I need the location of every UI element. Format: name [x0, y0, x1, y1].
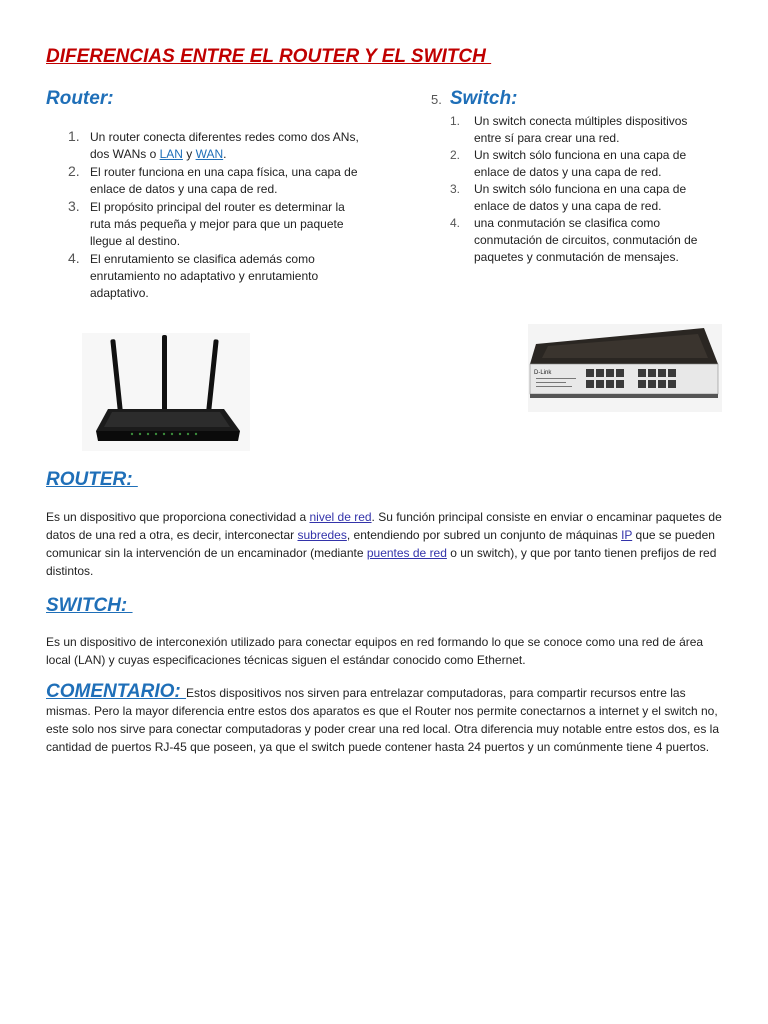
puentes-de-red-link[interactable]: puentes de red	[366, 546, 447, 560]
para-text: que se pueden comunicar sin la intervención de un encaminador (mediante	[46, 528, 715, 560]
comment-text: Estos dispositivos nos sirven para entrelazar computadoras, para compartir recursos entre las mismas. Pero la mayor diferencia entre estos dos aparatos es que el Router nos permite conectarnos a internet y el switch no, este solo nos sirve para conectar computadoras y poder crear una red local. Otra diferencia muy notable entre estos dos, es la cantidad de puertos RJ-45 que poseen, ya que el switch puede contener hasta 24 puertos y un comúnmente tiene 4 puertos.	[46, 686, 720, 754]
switch-def-paragraph: Es un dispositivo de interconexión utilizado para conectar equipos en red formando lo que se conoce como una red de área local (LAN) y cuyas especificaciones técnicas siguen el estándar conocido como Ethernet.	[46, 635, 704, 667]
list-number: 4.	[450, 216, 461, 230]
switch-brand-label: D-Link	[534, 370, 552, 376]
list-text: Un switch conecta múltiples dispositivos entre sí para crear una red.	[474, 114, 688, 145]
network-switch-icon	[528, 324, 722, 412]
list-text: El router funciona en una capa física, una capa de enlace de datos y una capa de red.	[90, 165, 358, 196]
router-list-item	[68, 163, 362, 198]
list-text: El propósito principal del router es determinar la ruta más pequeña y mejor para que un paquete llegue al destino.	[90, 200, 345, 248]
list-text: .	[223, 147, 227, 161]
list-number: 3.	[450, 182, 461, 196]
router-image	[82, 333, 250, 451]
router-def-paragraph	[46, 508, 722, 580]
list-number: 2.	[68, 163, 80, 179]
list-number: 3.	[68, 198, 80, 214]
switch-image	[528, 324, 722, 412]
switch-list-item	[450, 147, 714, 181]
para-text: , entendiendo por subred un conjunto de máquinas	[346, 528, 622, 542]
router-heading: Router:	[46, 88, 114, 109]
para-text: . Su función principal consiste en enviar o encaminar paquetes de datos de una red a otra, es decir, interconectar	[46, 510, 722, 542]
page-title: DIFERENCIAS ENTRE EL ROUTER Y EL SWITCH	[46, 46, 492, 67]
router-list	[68, 128, 362, 302]
switch-list-item	[450, 113, 714, 147]
router-list-item	[68, 198, 362, 250]
ip-link[interactable]: IP	[621, 528, 633, 542]
list-text: Un switch sólo funciona en una capa de enlace de datos y una capa de red.	[474, 148, 687, 179]
list-number: 2.	[450, 148, 461, 162]
list-text: El enrutamiento se clasifica además como enrutamiento no adaptativo y enrutamiento adaptativo.	[90, 252, 319, 300]
switch-def-heading: SWITCH:	[46, 595, 133, 616]
wan-link[interactable]: WAN	[195, 147, 224, 161]
switch-heading: Switch:	[449, 88, 518, 109]
router-def-heading: ROUTER:	[46, 469, 138, 490]
para-text: Es un dispositivo que proporciona conectividad a	[46, 510, 310, 524]
comment-heading: COMENTARIO:	[46, 681, 187, 702]
subredes-link[interactable]: subredes	[297, 528, 347, 542]
nivel-de-red-link[interactable]: nivel de red	[309, 510, 372, 524]
switch-heading-wrap	[431, 88, 517, 110]
switch-list-item	[450, 215, 714, 266]
list-number: 1.	[68, 128, 80, 144]
list-text: Un switch sólo funciona en una capa de enlace de datos y una capa de red.	[474, 182, 687, 213]
list-number: 4.	[68, 250, 80, 266]
router-list-item	[68, 250, 362, 302]
switch-heading-number: 5.	[431, 92, 442, 107]
list-text: una conmutación se clasifica como conmutación de circuitos, conmutación de paquetes y conmutación de mensajes.	[474, 216, 698, 264]
para-text: o un switch), y que por tanto tienen prefijos de red distintos.	[46, 546, 717, 578]
list-text: Un router conecta diferentes redes como dos ANs, dos WANs o	[90, 130, 359, 161]
router-list-item	[68, 128, 362, 163]
switch-list	[450, 113, 714, 266]
switch-list-item	[450, 181, 714, 215]
router-icon	[82, 333, 250, 451]
comment-paragraph	[46, 683, 722, 756]
lan-link[interactable]: LAN	[159, 147, 183, 161]
list-number: 1.	[450, 114, 461, 128]
list-text: y	[182, 147, 196, 161]
